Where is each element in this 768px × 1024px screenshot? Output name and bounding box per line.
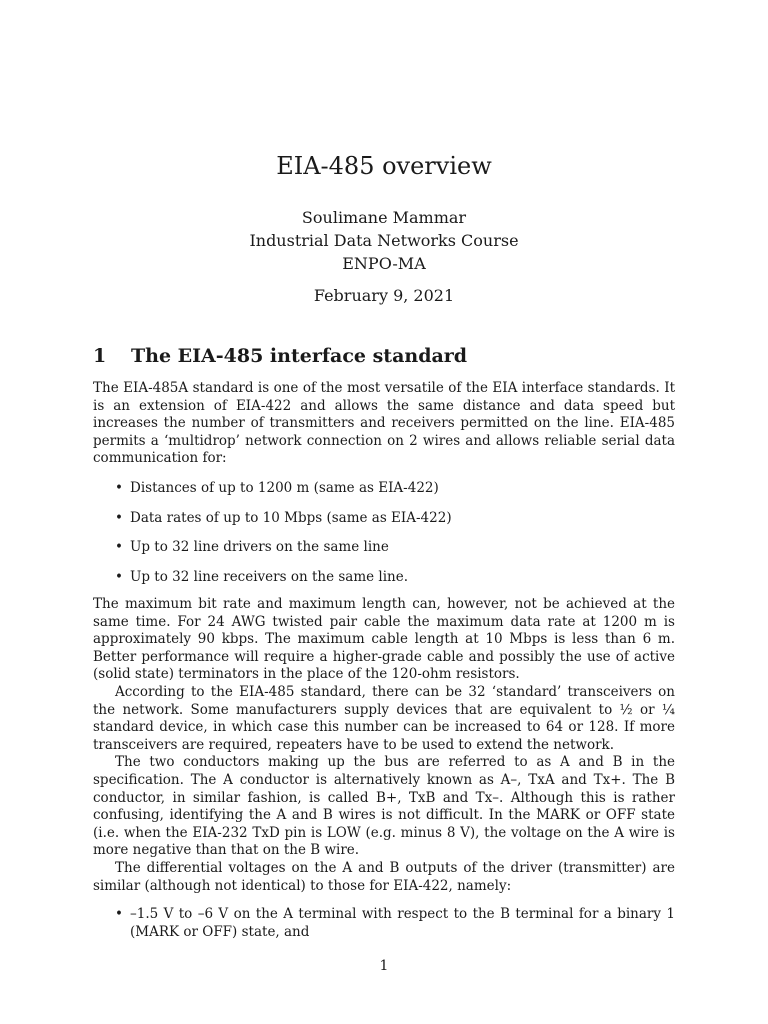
list-item [93, 569, 675, 587]
paragraph-text: The maximum bit rate and maximum length can, however, not be achieved at the same time. For 24 AWG twisted pair cable the maximum data rate at 1200 m is approximately 90 kbps. The maximum cable length at 10 Mbps is less than 6 m. Better performance will require a higher-grade cable and possibly the use of active (solid state) terminators in the place of the 120-ohm resistors. [93, 596, 675, 683]
list-item [93, 906, 675, 941]
document-title: EIA-485 overview [276, 152, 492, 180]
list-item [93, 510, 675, 528]
list-item-text: Distances of up to 1200 m (same as EIA-422) [130, 480, 439, 496]
section-title: The EIA-485 interface standard [131, 345, 468, 367]
section-heading [93, 344, 675, 368]
page-number: 1 [379, 958, 389, 974]
feature-list [93, 480, 675, 586]
body-text [93, 596, 675, 895]
paragraph-text: The differential voltages on the A and B outputs of the driver (transmitter) are similar (although not identical) to those for EIA-422, namely: [93, 859, 675, 894]
list-item-text: –1.5 V to –6 V on the A terminal with respect to the B terminal for a binary 1 (MARK or OFF) state, and [130, 906, 675, 940]
bullet-icon: • [115, 509, 123, 526]
bullet-icon: • [115, 568, 123, 585]
list-item [93, 539, 675, 557]
section-number: 1 [93, 345, 107, 367]
bullet-icon: • [115, 539, 123, 556]
list-item-text: Up to 32 line receivers on the same line. [130, 568, 409, 585]
list-item-text: Data rates of up to 10 Mbps (same as EIA-422) [130, 509, 452, 526]
list-item-text: Up to 32 line drivers on the same line [130, 539, 389, 556]
author-name: Soulimane Mammar [301, 208, 467, 227]
intro-paragraph [93, 380, 675, 468]
paragraph-text: The EIA-485A standard is one of the most versatile of the EIA interface standards. It is an extension of EIA-422 and allows the same distance and data speed but increases the number of transmitters and receivers permitted on the line. EIA-485 permits a ‘multidrop’ network connection on 2 wires and allows reliable serial data communication for: [93, 380, 675, 467]
author-institution: ENPO-MA [342, 254, 426, 273]
author-affiliation: Industrial Data Networks Course [249, 231, 519, 250]
paragraph-text: The two conductors making up the bus are referred to as A and B in the specification. The A conductor is alternatively known as A–, TxA and Tx+. The B conductor, in similar fashion, is called B+, TxB and Tx–. Although this is rather confusing, identifying the A and B wires is not difficult. In the MARK or OFF state (i.e. when the EIA-232 TxD pin is LOW (e.g. minus 8 V), the voltage on the A wire is more negative than that on the B wire. [93, 754, 675, 859]
list-item [93, 480, 675, 498]
paragraph-text: According to the EIA-485 standard, there can be 32 ‘standard’ transceivers on the network. Some manufacturers supply devices that are equivalent to ½ or ¼ standard device, in which case this number can be increased to 64 or 128. If more transceivers are required, repeaters have to be used to extend the network. [93, 683, 675, 753]
document-date: February 9, 2021 [313, 286, 455, 305]
bullet-icon: • [115, 906, 123, 922]
bullet-icon: • [115, 480, 123, 496]
voltage-list [93, 906, 675, 941]
